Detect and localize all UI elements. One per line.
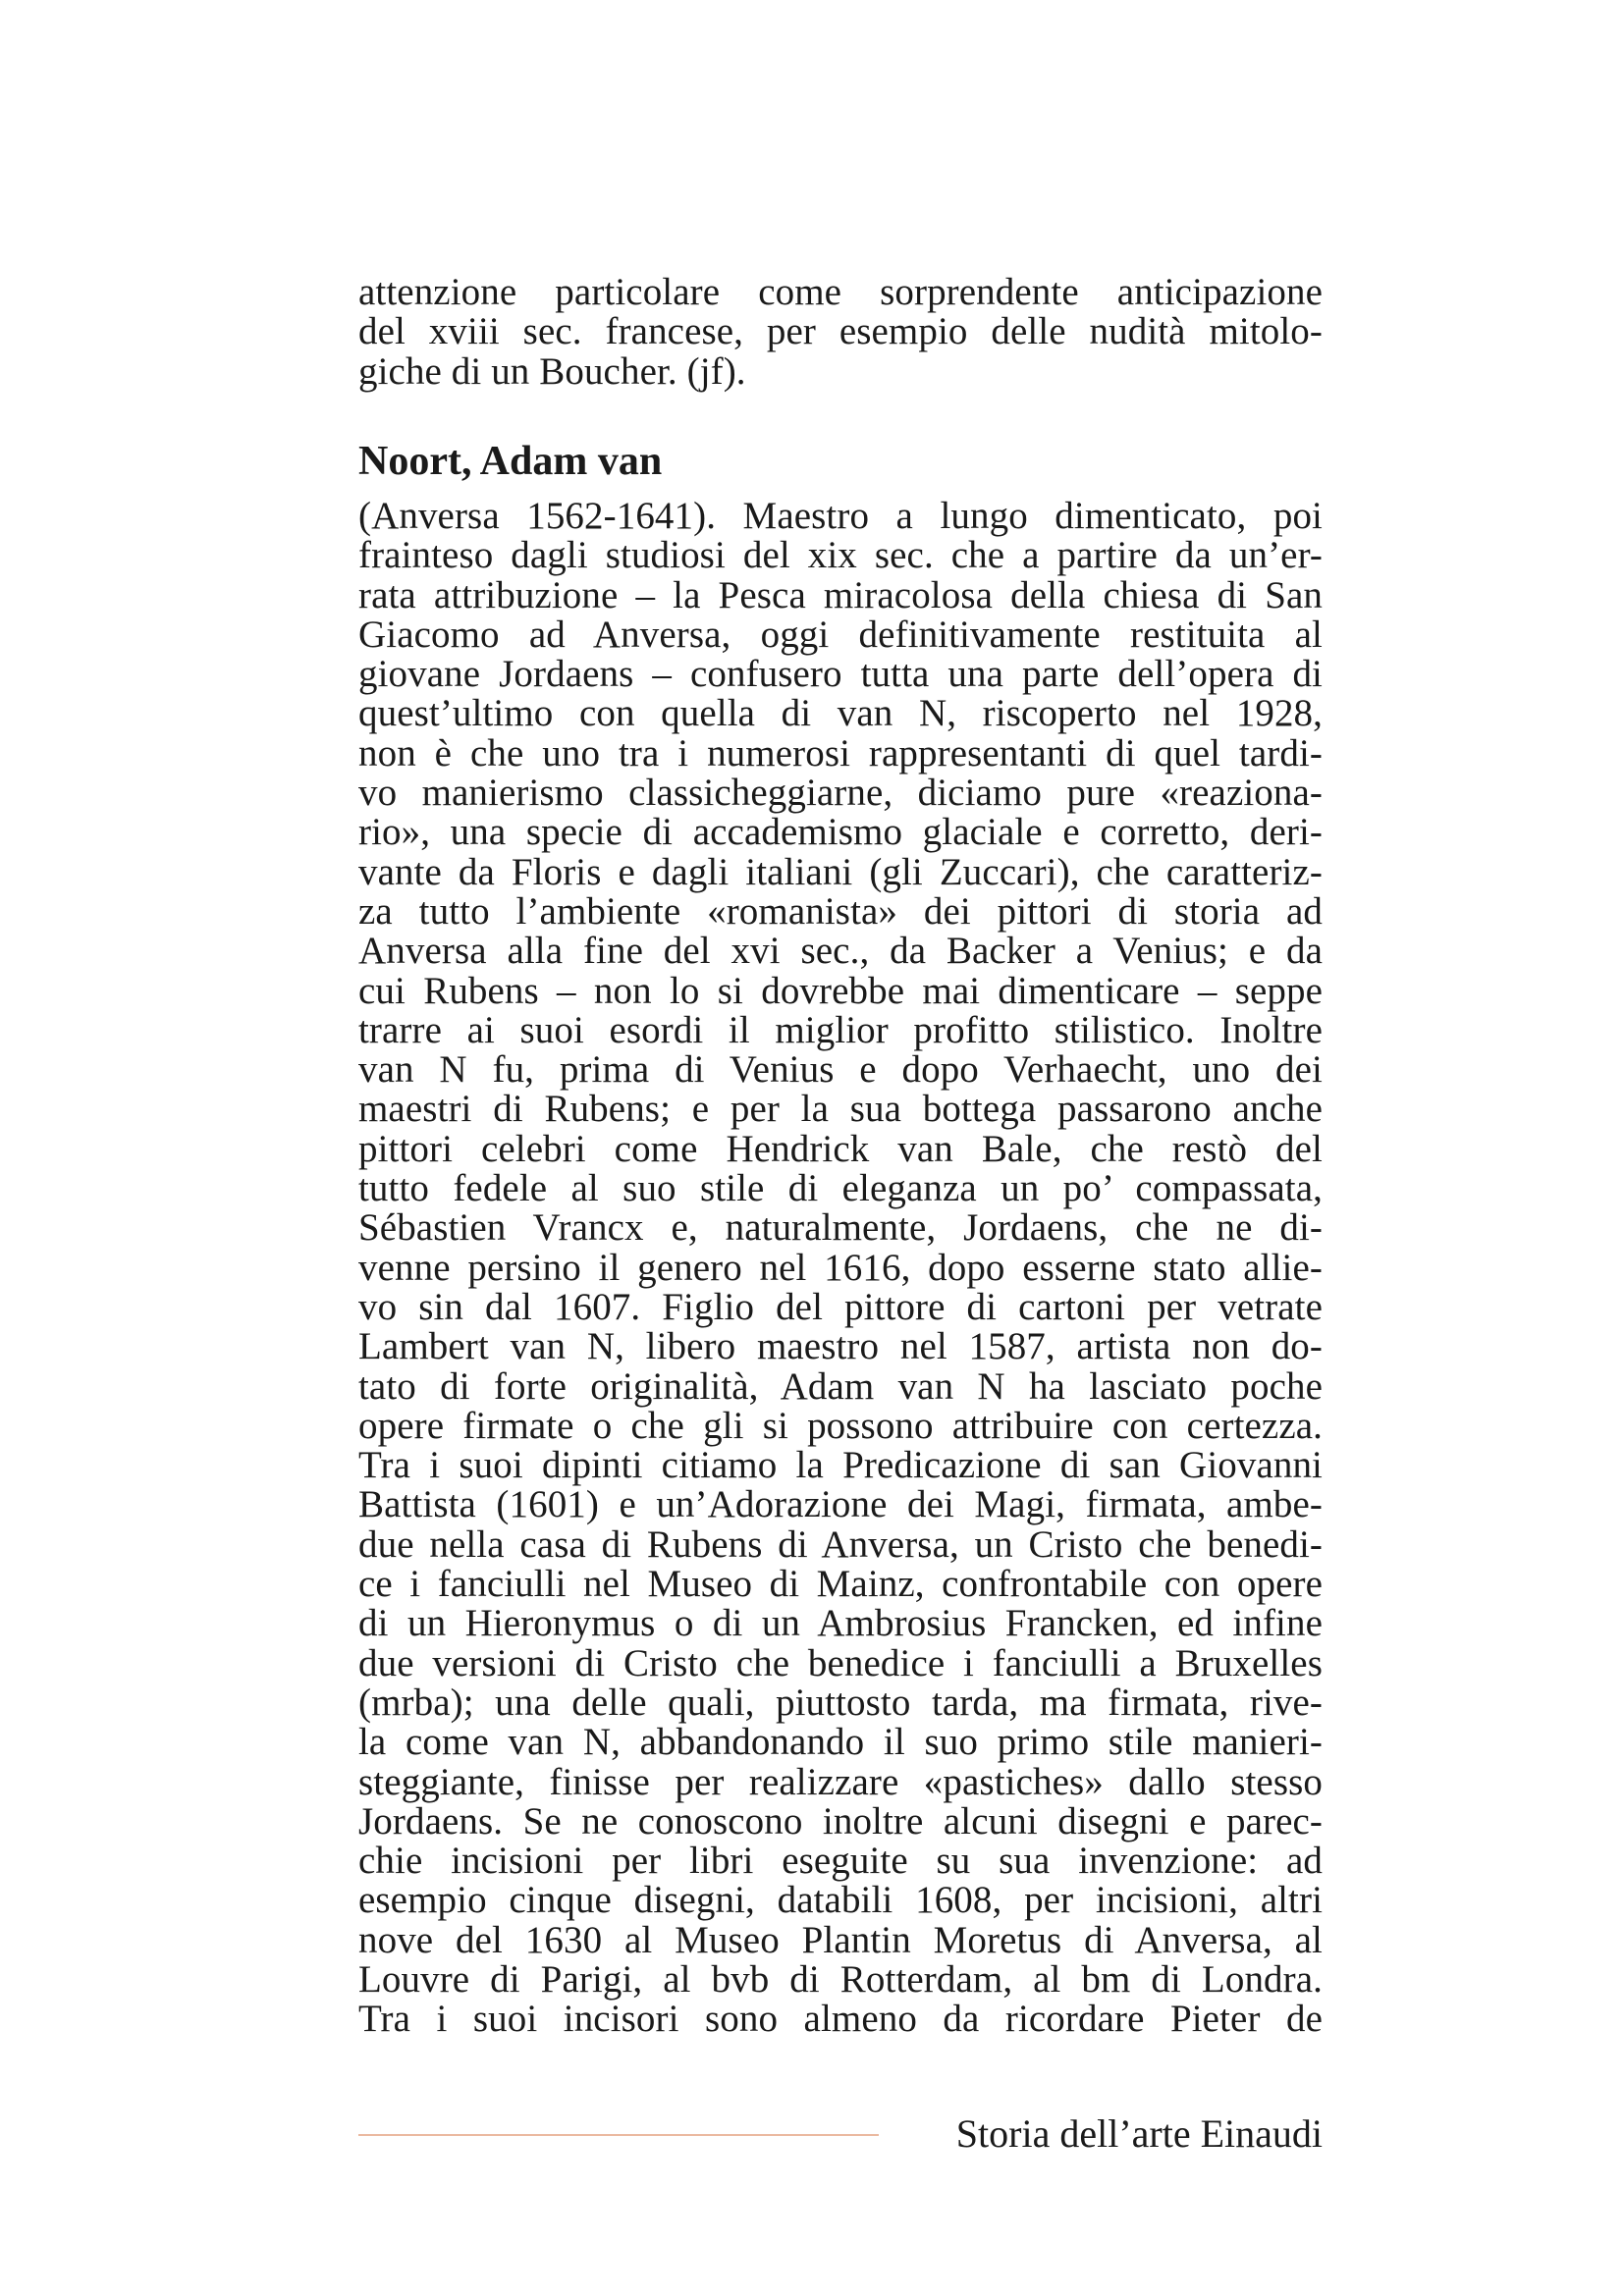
entry-heading: Noort, Adam van — [358, 439, 663, 484]
text-line: (mrba); una delle quali, piuttosto tarda, ma firmata, rive- — [358, 1681, 1323, 1724]
text-line: steggiante, finisse per realizzare «pastiches» dallo stesso — [358, 1760, 1323, 1803]
footer-title: Storia dell’arte Einaudi — [955, 2111, 1323, 2156]
text-line: pittori celebri come Hendrick van Bale, che restò del — [358, 1127, 1323, 1170]
text-line: giche di un Boucher. (jf). — [358, 349, 746, 393]
text-line: nove del 1630 al Museo Plantin Moretus di Anversa, al — [358, 1918, 1323, 1961]
text-line: Battista (1601) e un’Adorazione dei Magi, firmata, ambe- — [358, 1483, 1323, 1526]
text-line: non è che uno tra i numerosi rappresentanti di quel tardi- — [358, 731, 1323, 774]
text-line: vo manierismo classicheggiarne, diciamo pure «reaziona- — [358, 772, 1323, 815]
page-footer — [358, 2110, 1323, 2160]
text-line: Tra i suoi incisori sono almeno da ricordare Pieter de — [358, 1998, 1323, 2041]
text-line: quest’ultimo con quella di van N, riscoperto nel 1928, — [358, 692, 1323, 735]
text-line: trarre ai suoi esordi il miglior profitto stilistico. Inoltre — [358, 1008, 1323, 1051]
text-line: la come van N, abbandonando il suo primo stile manieri- — [358, 1721, 1323, 1764]
text-line: tato di forte originalità, Adam van N ha lasciato poche — [358, 1364, 1323, 1408]
text-line: (Anversa 1562-1641). Maestro a lungo dimenticato, poi — [358, 495, 1323, 537]
text-line: maestri di Rubens; e per la sua bottega passarono anche — [358, 1088, 1323, 1131]
text-line: Louvre di Parigi, al bvb di Rotterdam, al bm di Londra. — [358, 1957, 1323, 2001]
text-line: frainteso dagli studiosi del xix sec. che a partire da un’er- — [358, 534, 1323, 577]
previous-entry-paragraph — [358, 273, 1323, 392]
text-line: Lambert van N, libero maestro nel 1587, artista non do- — [358, 1325, 1323, 1368]
footer-rule — [358, 2134, 879, 2136]
text-line: esempio cinque disegni, databili 1608, per incisioni, altri — [358, 1879, 1323, 1922]
entry-body-paragraph — [358, 497, 1323, 2040]
text-column — [358, 271, 1323, 2041]
text-line: venne persino il genero nel 1616, dopo esserne stato allie- — [358, 1246, 1323, 1289]
text-line: di un Hieronymus o di un Ambrosius Francken, ed infine — [358, 1602, 1323, 1645]
text-line: rio», una specie di accademismo glaciale e corretto, deri- — [358, 811, 1323, 854]
text-line: Giacomo ad Anversa, oggi definitivamente restituita al — [358, 613, 1323, 656]
text-line: attenzione particolare come sorprendente anticipazione — [358, 271, 1323, 313]
text-line: ce i fanciulli nel Museo di Mainz, confrontabile con opere — [358, 1563, 1323, 1606]
text-line: tutto fedele al suo stile di eleganza un po’ compassata, — [358, 1167, 1323, 1210]
text-line: del xviii sec. francese, per esempio delle nudità mitolo- — [358, 310, 1323, 353]
text-line: van N fu, prima di Venius e dopo Verhaecht, uno dei — [358, 1048, 1323, 1092]
text-line: opere firmate o che gli si possono attribuire con certezza. — [358, 1404, 1323, 1447]
text-line: due nella casa di Rubens di Anversa, un Cristo che benedi- — [358, 1522, 1323, 1566]
text-line: Jordaens. Se ne conoscono inoltre alcuni disegni e parec- — [358, 1799, 1323, 1842]
text-line: due versioni di Cristo che benedice i fanciulli a Bruxelles — [358, 1641, 1323, 1684]
text-line: cui Rubens – non lo si dovrebbe mai dimenticare – seppe — [358, 969, 1323, 1012]
text-line: vo sin dal 1607. Figlio del pittore di cartoni per vetrate — [358, 1285, 1323, 1328]
text-line: giovane Jordaens – confusero tutta una parte dell’opera di — [358, 653, 1323, 696]
text-line: vante da Floris e dagli italiani (gli Zuccari), che caratteriz- — [358, 850, 1323, 893]
text-line: Sébastien Vrancx e, naturalmente, Jordaens, che ne di- — [358, 1206, 1323, 1250]
text-line: chie incisioni per libri eseguite su sua invenzione: ad — [358, 1840, 1323, 1883]
text-line: Anversa alla fine del xvi sec., da Backer a Venius; e da — [358, 930, 1323, 973]
text-line: Tra i suoi dipinti citiamo la Predicazione di san Giovanni — [358, 1444, 1323, 1487]
text-line: rata attribuzione – la Pesca miracolosa della chiesa di San — [358, 573, 1323, 616]
text-line: za tutto l’ambiente «romanista» dei pittori di storia ad — [358, 889, 1323, 933]
